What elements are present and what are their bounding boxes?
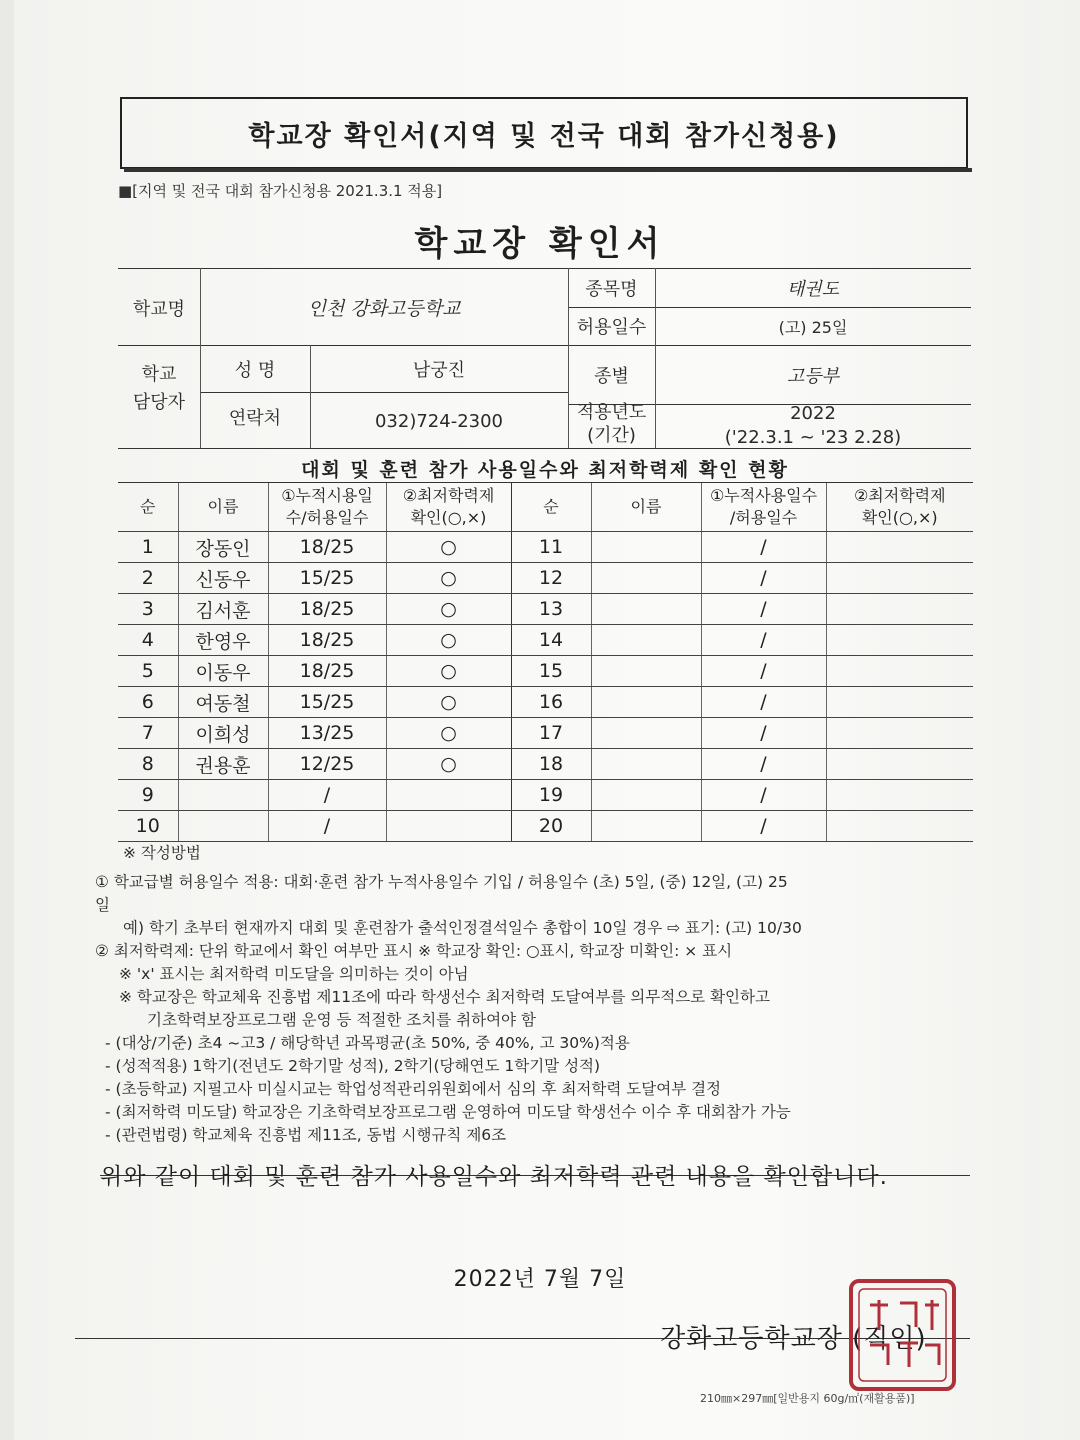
row-days-right: / [701,780,826,811]
row-days-right: / [701,656,826,687]
row-name: 김서훈 [178,594,268,625]
header-days [268,483,386,532]
confirm-text: 위와 같이 대회 및 훈련 참가 사용일수와 최저학력 관련 내용을 확인합니다. [100,1164,888,1190]
allowed-days-label: 허용일수 [576,317,647,338]
main-title: 학교장 확인서 [414,224,666,264]
division-value: 고등부 [786,366,840,387]
note-line: 예) 학기 초부터 현재까지 대회 및 훈련참가 출석인정결석일수 총합이 10일 경우 ⇨ 표기: (고) 10/30 [123,919,802,937]
row-no-right: 17 [511,718,591,749]
row-days-right: / [701,749,826,780]
school-value: 인천 강화고등학교 [307,298,461,320]
row-no-right: 19 [511,780,591,811]
row-days-right: / [701,563,826,594]
year-label-1: 적용년도 [576,402,647,423]
seal-border [851,1281,954,1389]
table-row [118,718,973,749]
header-check-right [826,483,973,532]
header-check-right-line-2: 확인(○,×) [861,508,938,527]
row-check: ○ [386,749,511,780]
row-name: 이희성 [178,718,268,749]
info-line-bottom [118,448,971,449]
row-check: ○ [386,656,511,687]
row-name: 장동인 [178,532,268,563]
table-row [118,656,973,687]
subnote: ■[지역 및 전국 대회 참가신청용 2021.3.1 적용] [118,182,443,200]
row-no: 2 [118,563,178,594]
note-line: 기초학력보장프로그램 운영 등 적절한 조치를 취하여야 함 [147,1011,536,1029]
row-check-right [826,811,973,842]
row-check: ○ [386,563,511,594]
header-days-right-line-1: ①누적사용일수 [709,486,818,505]
row-name [178,780,268,811]
row-no: 1 [118,532,178,563]
name-value: 남궁진 [412,359,466,381]
row-no-right: 15 [511,656,591,687]
row-days: / [268,811,386,842]
note-line: - (대상/기준) 초4 ~고3 / 해당학년 과목평균(초 50%, 중 40%, 고 30%)적용 [105,1034,630,1052]
header-days-line-2: 수/허용일수 [285,508,369,527]
row-days-right: / [701,532,826,563]
row-check [386,811,511,842]
note-line: - (성적적용) 1학기(전년도 2학기말 성적), 2학기(당해연도 1학기말 성적) [105,1057,601,1075]
header-check-right-line-1: ②최저학력제 [853,486,946,505]
date-text: 2022년 7월 7일 [453,1267,627,1292]
row-name: 권용훈 [178,749,268,780]
row-days: 18/25 [268,656,386,687]
year-label-2: (기간) [587,425,636,446]
row-days: / [268,780,386,811]
header-days-right [701,483,826,532]
table-row [118,780,973,811]
row-days: 18/25 [268,532,386,563]
row-check-right [826,594,973,625]
row-days: 12/25 [268,749,386,780]
row-name-right [591,749,701,780]
row-check: ○ [386,532,511,563]
row-check: ○ [386,594,511,625]
header-no-right: 순 [511,483,591,532]
row-name-right [591,687,701,718]
row-name-right [591,780,701,811]
row-no-right: 16 [511,687,591,718]
header-box-title: 학교장 확인서(지역 및 전국 대회 참가신청용) [120,97,968,169]
table-row [118,687,973,718]
row-days-right: / [701,718,826,749]
table-row [118,811,973,842]
row-name-right [591,625,701,656]
row-check-right [826,563,973,594]
header-days-line-1: ①누적시용일 [281,486,373,505]
allowed-days-value: (고) 25일 [778,317,848,337]
note-line: ① 학교급별 허용일수 적용: 대회·훈련 참가 누적사용일수 기입 / 허용일수 (초) 5일, (중) 12일, (고) 25 [95,873,788,891]
note-line: ※ 'x' 표시는 최저학력 미도달을 의미하는 것이 아님 [119,965,469,983]
header-no: 순 [118,483,178,532]
note-line: ※ 작성방법 [123,844,201,862]
row-no-right: 20 [511,811,591,842]
row-check-right [826,687,973,718]
row-name-right [591,811,701,842]
row-name: 이동우 [178,656,268,687]
header-check-line-1: ②최저학력제 [402,486,495,505]
row-days: 15/25 [268,563,386,594]
note-line: ※ 학교장은 학교체육 진흥법 제11조에 따라 학생선수 최저학력 도달여부를 의무적으로 확인하고 [119,988,770,1006]
row-name [178,811,268,842]
section-title: 대회 및 훈련 참가 사용일수와 최저학력제 확인 현황 [301,459,789,481]
row-check-right [826,656,973,687]
row-check [386,780,511,811]
row-name-right [591,656,701,687]
table-row [118,625,973,656]
row-check-right [826,532,973,563]
school-label: 학교명 [132,298,186,320]
manager-label-2: 담당자 [132,392,186,413]
row-no-right: 11 [511,532,591,563]
note-line: ② 최저학력제: 단위 학교에서 확인 여부만 표시 ※ 학교장 확인: ○표시, 학교장 미확인: × 표시 [95,942,733,960]
row-no: 4 [118,625,178,656]
row-no-right: 13 [511,594,591,625]
row-name-right [591,594,701,625]
note-line: 일 [95,896,110,914]
row-no-right: 12 [511,563,591,594]
row-check-right [826,625,973,656]
header-days-right-line-2: /허용일수 [729,508,798,527]
note-line: - (최저학력 미도달) 학교장은 기초학력보장프로그램 운영하여 미도달 학생선수 이수 후 대회참가 가능 [105,1103,791,1121]
row-no: 8 [118,749,178,780]
footer-text: 210㎜×297㎜[일반용지 60g/㎡(재활용품)] [700,1392,915,1405]
header-check [386,483,511,532]
row-name: 여동철 [178,687,268,718]
seal-glyphs [870,1300,939,1367]
event-value: 태권도 [786,278,840,300]
signer-text: 강화고등학교장 (직인) [660,1324,927,1354]
row-no-right: 18 [511,749,591,780]
name-label: 성 명 [234,359,276,381]
row-days: 18/25 [268,594,386,625]
row-name-right [591,532,701,563]
row-no: 5 [118,656,178,687]
instructions [95,842,975,1147]
manager-label-1: 학교 [141,364,177,385]
header-name: 이름 [178,483,268,532]
note-line: - (초등학교) 지필고사 미실시교는 학업성적관리위원회에서 심의 후 최저학력 도달여부 결정 [105,1080,722,1098]
row-no: 7 [118,718,178,749]
contact-label: 연락처 [228,408,282,429]
status-table [118,482,973,842]
row-days-right: / [701,594,826,625]
contact-value: 032)724-2300 [374,410,504,432]
year-value-1: 2022 [790,402,836,424]
row-check: ○ [386,687,511,718]
row-no-right: 14 [511,625,591,656]
official-seal [845,1275,960,1395]
table-header-row [118,483,973,532]
row-check: ○ [386,625,511,656]
note-line: - (관련법령) 학교체육 진흥법 제11조, 동법 시행규칙 제6조 [105,1126,507,1144]
row-name: 한영우 [178,625,268,656]
row-days-right: / [701,687,826,718]
row-check-right [826,780,973,811]
row-days: 13/25 [268,718,386,749]
row-check: ○ [386,718,511,749]
row-days-right: / [701,625,826,656]
row-no: 9 [118,780,178,811]
header-check-line-2: 확인(○,×) [410,508,487,527]
table-row [118,532,973,563]
row-check-right [826,749,973,780]
row-name-right [591,718,701,749]
row-name: 신동우 [178,563,268,594]
table-row [118,594,973,625]
row-no: 10 [118,811,178,842]
table-row [118,749,973,780]
row-check-right [826,718,973,749]
header-name-right: 이름 [591,483,701,532]
row-name-right [591,563,701,594]
header-box-shadow [124,168,972,172]
year-value-2: ('22.3.1 ~ '23 2.28) [724,426,902,448]
division-label: 종별 [594,366,629,387]
row-days: 18/25 [268,625,386,656]
row-days: 15/25 [268,687,386,718]
row-no: 3 [118,594,178,625]
table-row [118,563,973,594]
row-days-right: / [701,811,826,842]
event-label: 종목명 [585,278,638,300]
row-no: 6 [118,687,178,718]
